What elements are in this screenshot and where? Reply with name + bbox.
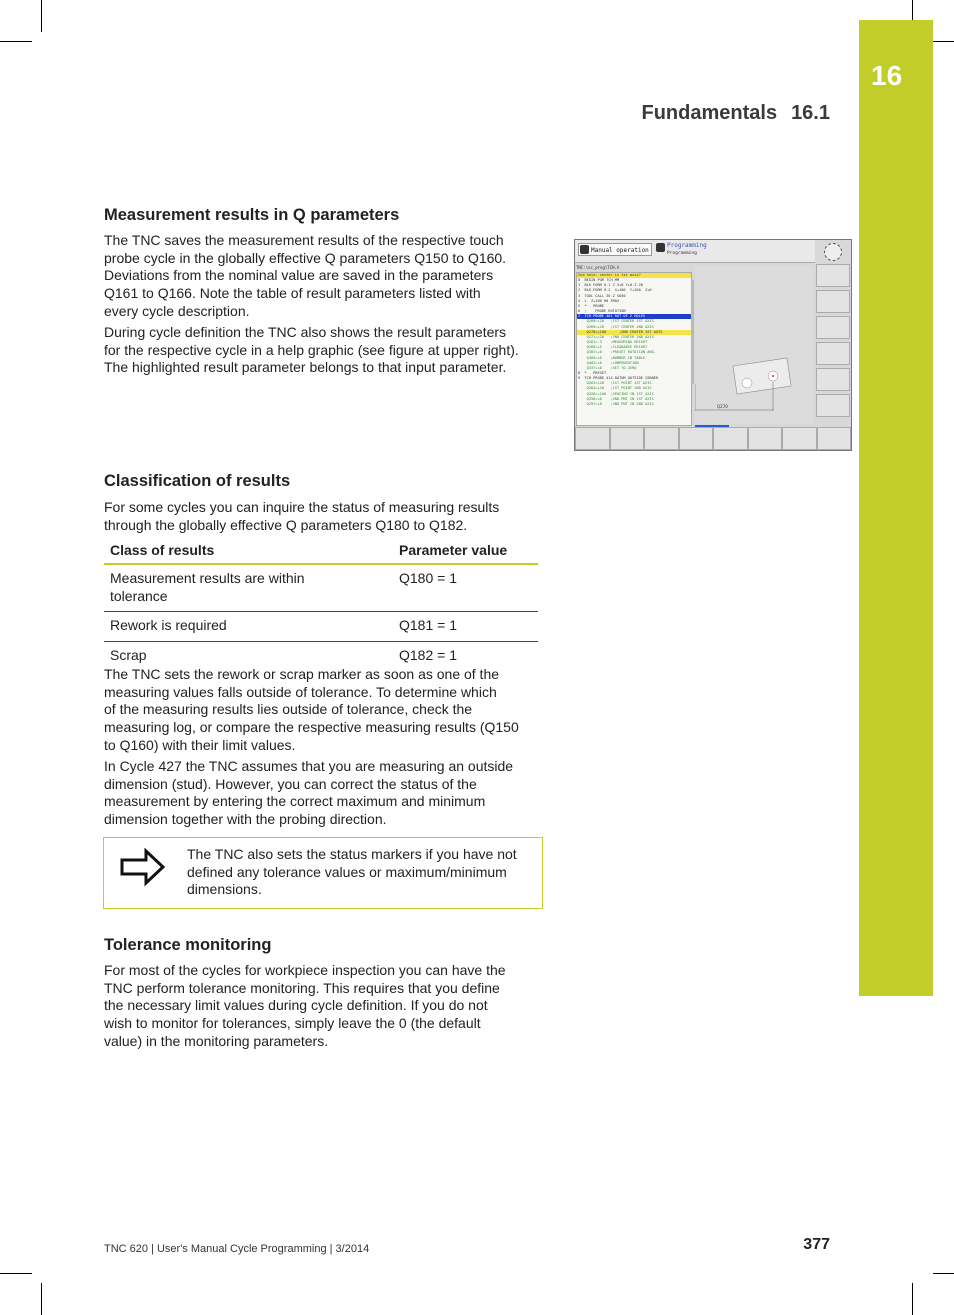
softkey xyxy=(644,427,679,450)
chapter-number: 16 xyxy=(871,60,903,91)
manual-operation-tab: Manual operation xyxy=(578,243,652,256)
program-line: 0 BEGIN PGM TCH MM xyxy=(578,278,620,283)
program-line: Q337=+0 ;SET TO ZERO xyxy=(578,365,637,370)
program-path: TNC:\nc_prog\TCH.h xyxy=(576,265,620,270)
softkey xyxy=(816,342,850,365)
program-line: 4 L Z+100 R0 FMAX xyxy=(578,298,620,303)
softkey xyxy=(816,394,850,417)
mode-bar xyxy=(575,240,815,263)
table-cell: Scrap xyxy=(110,647,147,664)
program-line: Q307=+0 ;PRESET ROTATION ANG. xyxy=(578,350,656,355)
program-line: Q264=+20 ;1ST POINT 2ND AXIS xyxy=(578,386,652,391)
program-line: 5 * - PROBE xyxy=(578,303,604,308)
program-line: Q305=+0 ;NUMBER IN TABLE xyxy=(578,355,646,360)
crop-mark xyxy=(912,1283,913,1315)
paragraph-classification-2: In Cycle 427 the TNC assumes that you are measuring an outside dimension (stud). However, you can correct the status of the measurement by entering the correct maximum and minimum dimension together with the probing direction. xyxy=(104,758,514,828)
program-line: 2 BLK FORM 0.2 X+100 Y+100 Z+0 xyxy=(578,288,652,293)
programming-mode-icon xyxy=(656,243,665,252)
softkey xyxy=(816,368,850,391)
softkey xyxy=(816,264,850,287)
paragraph-measurement-1: The TNC saves the measurement results of the respective touch probe cycle in the globally effective Q parameters Q150 to Q160. Deviations from the nominal value are saved in the parameters Q161 to Q166. Note the table of result parameters listed with every cycle description. xyxy=(104,232,507,319)
table-cell: Measurement results are within tolerance xyxy=(104,564,393,612)
program-line: 3 TOOL CALL 30 Z S650 xyxy=(578,293,626,298)
table-cell: Q180 = 1 xyxy=(393,564,538,612)
table-row xyxy=(104,612,538,642)
softkeys-vertical xyxy=(816,264,850,422)
crop-mark xyxy=(912,0,913,20)
crop-mark xyxy=(41,0,42,32)
program-line: 9 TCH PROBE 414 DATUM OUTSIDE CORNER xyxy=(578,376,659,381)
paragraph-measurement-2: During cycle definition the TNC also shows the result parameters for the respective cycle in a help graphic (see figure at upper right). The highlighted result parameter belongs to that input parameter. xyxy=(104,324,519,376)
program-line: 6 ; PROBE ROTATION xyxy=(578,309,626,314)
heading-classification: Classification of results xyxy=(104,472,291,490)
paragraph-tolerance: For most of the cycles for workpiece inspection you can have the TNC perform tolerance monitoring. This requires that you define the necessary limit values during cycle definition. If you do not wish to monitor for tolerances, simply leave the 0 (the default value) in the monitoring parameters. xyxy=(104,962,506,1049)
softkey xyxy=(610,427,645,450)
softkey xyxy=(782,427,817,450)
hole-1 xyxy=(742,378,752,388)
tnc-screenshot xyxy=(574,239,852,451)
softkey xyxy=(817,427,852,450)
chapter-title: Fundamentals xyxy=(641,102,778,124)
page-number: 377 xyxy=(803,1236,830,1253)
program-line: Q261=-3 ;MEASURING HEIGHT xyxy=(578,340,648,345)
program-listing xyxy=(576,272,692,426)
program-line: 1 BLK FORM 0.1 Z X+0 Y+0 Z-20 xyxy=(578,283,643,288)
gear-icon xyxy=(824,243,842,261)
program-line: Q296=+0 ;2ND PNT IN 1ST AXIS xyxy=(578,396,654,401)
softkey xyxy=(679,427,714,450)
running-header xyxy=(627,102,830,125)
program-line: Q268=+20 ;1ST CENTER 1ST AXIS xyxy=(578,319,654,324)
program-line: 8 * - PRESET xyxy=(578,370,607,375)
programming-tab: Programming Programming xyxy=(667,242,707,256)
table-cell: Q182 = 1 xyxy=(399,647,457,664)
heading-measurement: Measurement results in Q parameters xyxy=(104,206,400,224)
table-header: Class of results xyxy=(104,540,393,564)
softkeys-horizontal xyxy=(575,427,851,450)
workpiece-shape xyxy=(733,358,791,394)
chapter-tab xyxy=(859,20,933,996)
softkey xyxy=(816,316,850,339)
note-text: The TNC also sets the status markers if you have not defined any tolerance values or maximum/minimum dimensions. xyxy=(187,846,517,898)
dimension-label: Q270 xyxy=(717,404,728,409)
program-line: Q271=+20 ;2ND CENTER 2ND AXIS xyxy=(578,334,654,339)
paragraph-classification-1: The TNC sets the rework or scrap marker as soon as one of the measuring values falls outside of tolerance. To determine which of the measuring results lies outside of tolerance, check the measuring log, or compare the respective measuring results (Q150 to Q160) with their limit values. xyxy=(104,666,519,753)
crop-mark xyxy=(933,1273,954,1274)
table-cell: Q181 = 1 xyxy=(393,612,538,642)
table-header: Parameter value xyxy=(393,540,538,564)
softkey xyxy=(748,427,783,450)
program-line: Q269=+20 ;1ST CENTER 2ND AXIS xyxy=(578,324,654,329)
crop-mark xyxy=(933,41,954,42)
program-line: Q297=+0 ;2ND PNT IN 2ND AXIS xyxy=(578,401,654,406)
footer-text: TNC 620 | User's Manual Cycle Programming | 3/2014 xyxy=(104,1243,370,1255)
results-table xyxy=(104,540,538,671)
program-line: Q263=+20 ;1ST POINT 1ST AXIS xyxy=(578,381,652,386)
table-row xyxy=(104,564,538,612)
crop-mark xyxy=(0,1273,32,1274)
help-graphic-drawing xyxy=(695,266,813,424)
note-box xyxy=(103,837,543,909)
program-line: Q260=+5 ;CLEARANCE HEIGHT xyxy=(578,345,648,350)
softkey xyxy=(713,427,748,450)
crop-mark xyxy=(0,41,32,42)
scrollbar xyxy=(691,280,694,384)
table-cell: Rework is required xyxy=(104,612,393,642)
arrow-right-icon xyxy=(120,848,166,886)
program-line-selected: 7 TCH PROBE 401 ROT OF 2 HOLES xyxy=(577,314,691,319)
dialog-prompt: 2nd hole: center in 1st axis? xyxy=(577,273,691,278)
help-graphic xyxy=(695,266,813,424)
manual-mode-icon xyxy=(580,245,589,254)
program-line-highlighted: Q270=+180 ;2ND CENTER 1ST AXIS xyxy=(577,330,691,335)
section-number: 16.1 xyxy=(791,102,830,124)
program-line: Q402=+0 ;COMPENSATION xyxy=(578,360,639,365)
program-line: Q326=+180 ;SPACING IN 1ST AXIS xyxy=(578,391,654,396)
crop-mark xyxy=(41,1283,42,1315)
paragraph-classification-intro: For some cycles you can inquire the status of measuring results through the globally effective Q parameters Q180 to Q182. xyxy=(104,499,500,533)
softkey xyxy=(575,427,610,450)
heading-tolerance: Tolerance monitoring xyxy=(104,936,272,954)
softkey xyxy=(816,290,850,313)
hole-2-center xyxy=(772,375,774,377)
